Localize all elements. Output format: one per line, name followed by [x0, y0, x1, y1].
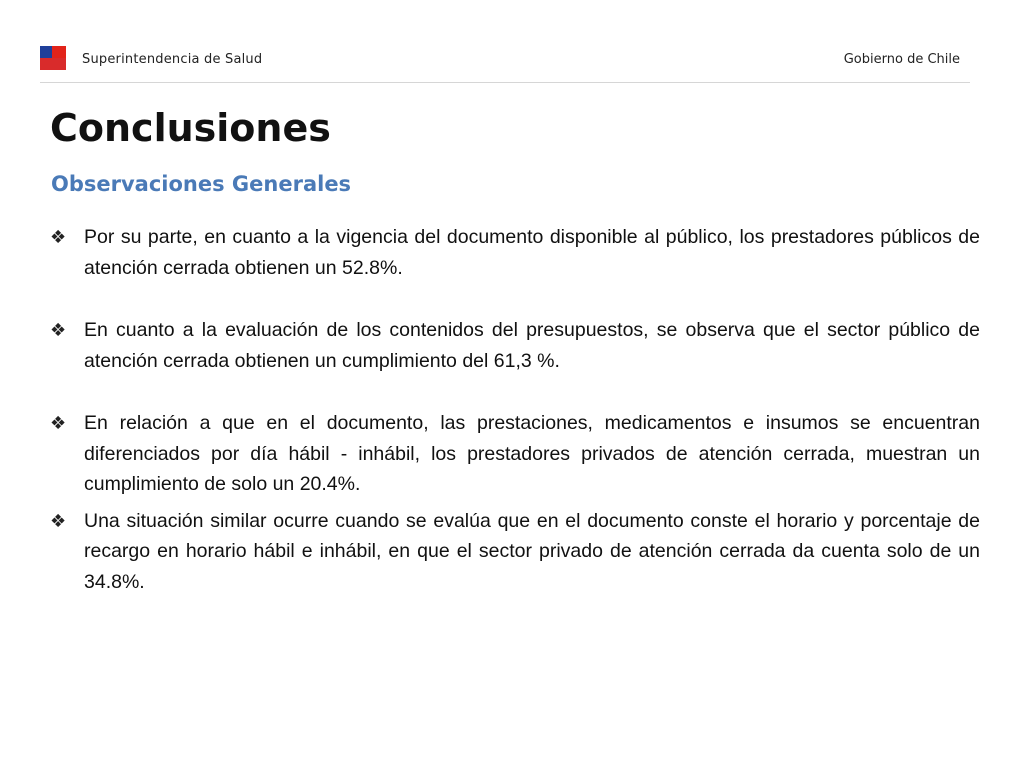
list-item [50, 315, 980, 376]
chile-flag-logo [40, 46, 66, 70]
list-item [50, 222, 980, 283]
list-item [50, 506, 980, 598]
government-name: Gobierno de Chile [843, 52, 960, 67]
bullet-text: Por su parte, en cuanto a la vigencia del documento disponible al público, los prestadores públicos de atención cerrada obtienen un 52.8%. [84, 226, 980, 279]
slide-title: Conclusiones [50, 106, 331, 150]
org-name: Superintendencia de Salud [82, 52, 263, 67]
slide-subtitle: Observaciones Generales [51, 172, 352, 196]
diamond-bullet-icon: ❖ [50, 413, 67, 434]
bullet-text: Una situación similar ocurre cuando se evalúa que en el documento conste el horario y porcentaje de recargo en horario hábil e inhábil, en que el sector privado de atención cerrada da cuenta solo de un 34.8%. [84, 509, 980, 593]
diamond-bullet-icon: ❖ [50, 227, 67, 248]
bullet-text: En relación a que en el documento, las prestaciones, medicamentos e insumos se encuentran diferenciados por día hábil - inhábil, los prestadores privados de atención cerrada, muestran un cumplimiento de solo un 20.4%. [84, 412, 980, 495]
bullet-list [50, 222, 980, 597]
list-item [50, 408, 980, 500]
diamond-bullet-icon: ❖ [50, 510, 67, 532]
diamond-bullet-icon: ❖ [50, 320, 67, 341]
slide-header [40, 44, 970, 83]
bullet-text: En cuanto a la evaluación de los contenidos del presupuestos, se observa que el sector público de atención cerrada obtienen un cumplimiento del 61,3 %. [84, 319, 980, 372]
